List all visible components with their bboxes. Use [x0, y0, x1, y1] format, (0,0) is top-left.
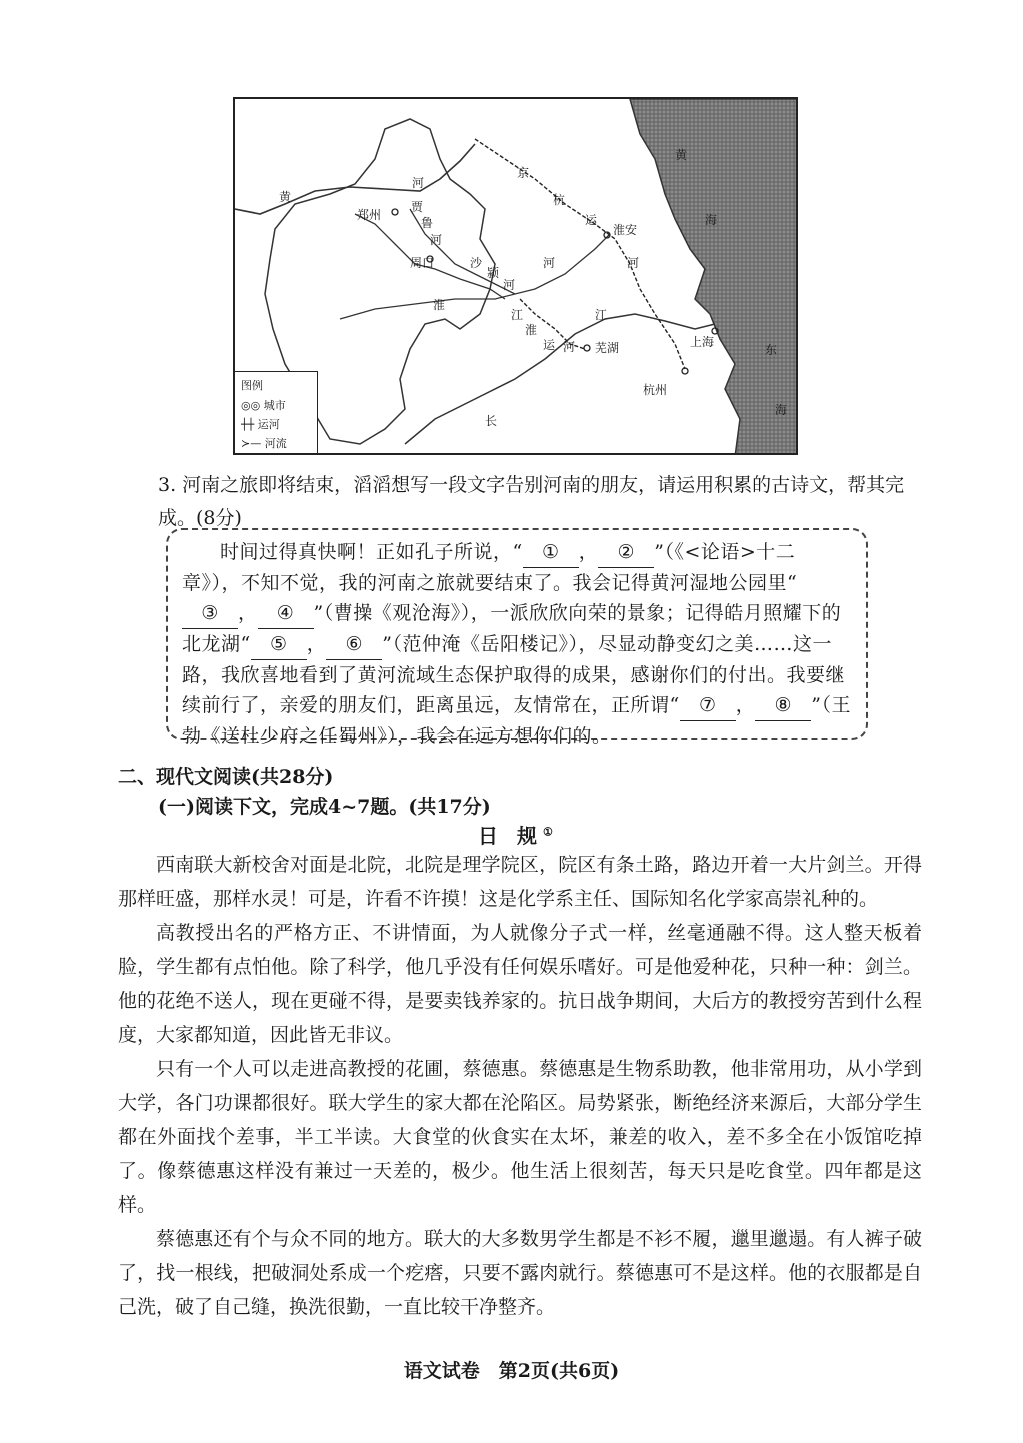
huai-river	[340, 234, 610, 322]
legend-city: ◎◎ 城市	[241, 399, 286, 412]
paragraph: 西南联大新校舍对面是北院，北院是理学院区，院区有条土路，路边开着一大片剑兰。开得那样旺盛，那样水灵！可是，许看不许摸！这是化学系主任、国际知名化学家高崇礼种的。	[118, 854, 922, 910]
blank-7[interactable]: ⑦	[680, 690, 736, 721]
article-body	[118, 848, 922, 1324]
sea-area	[630, 99, 798, 455]
map-label-sea: 东	[765, 343, 778, 357]
map-label: 河	[563, 340, 576, 354]
blank-5[interactable]: ⑤	[251, 629, 307, 660]
blank-8[interactable]: ⑧	[755, 690, 811, 721]
answer-box-text: 时间过得真快啊！正如孔子所说，“ ① ， ② ”（《<论语>十二章》），不知不觉，我的河南之旅就要结束了。我会记得黄河湿地公园里“③ ， ④ ”（曹操《观沧海》），一派欣欣向荣的景象；记得皓月照耀下的北龙湖“ ⑤ ， ⑥ ”（范仲淹《岳阳楼记》），尽显动静变幻之美……这一路，我欣喜地看到了黄河流域生态保护取得的成果，感谢你们的付出。我要继续前行了，亲爱的朋友们，距离虽远，友情常在，正所谓“ ⑦ ， ⑧ ”（王勃《送杜少府之任蜀州》），我会在远方想你们的。	[182, 537, 852, 751]
blank-4[interactable]: ④	[258, 598, 314, 629]
map-label: 河	[503, 278, 516, 292]
map-label: 河	[627, 256, 640, 270]
article-title: 日 规①	[478, 824, 553, 848]
legend-river: ≻— 河流	[241, 437, 287, 450]
blank-6[interactable]: ⑥	[326, 629, 382, 660]
map-label-zhengzhou: 郑州	[357, 208, 382, 222]
river-icon: ≻—	[241, 437, 265, 450]
map-label-huaian: 淮安	[613, 223, 638, 237]
map-label-hangzhou: 杭州	[643, 383, 668, 397]
map-label-sea: 黄	[675, 148, 688, 162]
map-label: 运	[585, 213, 598, 227]
map-label: 颍	[487, 266, 500, 280]
map-label: 贾	[411, 200, 424, 214]
blank-3[interactable]: ③	[182, 598, 238, 629]
map-label: 河	[430, 233, 443, 247]
map-label: 江	[511, 308, 524, 322]
section-heading: 二、现代文阅读(共28分)	[118, 766, 334, 788]
map-label: 黄	[279, 190, 292, 204]
map-label: 淮	[525, 323, 538, 337]
paragraph: 高教授出名的严格方正、不讲情面，为人就像分子式一样，丝毫通融不得。这人整天板着脸，学生都有点怕他。除了科学，他几乎没有任何娱乐嗜好。可是他爱种花，只种一种：剑兰。他的花绝不送人，现在更碰不得，是要卖钱养家的。抗日战争期间，大后方的教授穷苦到什么程度，大家都知道，因此皆无非议。	[118, 922, 922, 1046]
grand-canal	[475, 139, 688, 369]
map-label-zhoukou: 周口	[410, 256, 435, 270]
question-3: 3. 河南之旅即将结束，滔滔想写一段文字告别河南的朋友，请运用积累的古诗文，帮其完成。(8分)	[158, 474, 905, 529]
map-figure	[233, 97, 798, 455]
page-footer: 语文试卷 第2页(共6页)	[403, 1360, 620, 1382]
map-label: 长	[485, 414, 498, 428]
subsection-heading: (一)阅读下文，完成4~7题。(共17分)	[158, 796, 491, 818]
yangtze-river	[405, 314, 715, 444]
map-label: 江	[595, 308, 608, 322]
map-label: 鲁	[421, 216, 434, 230]
blank-1[interactable]: ①	[523, 537, 579, 568]
paragraph: 只有一个人可以走进高教授的花圃，蔡德惠。蔡德惠是生物系助教，他非常用功，从小学到大学，各门功课都很好。联大学生的家大都在沦陷区。局势紧张，断绝经济来源后，大部分学生都在外面找个差事，半工半读。大食堂的伙食实在太坏，兼差的收入，差不多全在小饭馆吃掉了。像蔡德惠这样没有兼过一天差的，极少。他生活上很刻苦，每天只是吃食堂。四年都是这样。	[118, 1058, 922, 1216]
map-label: 杭	[553, 193, 566, 207]
legend-canal: ┼┼ 运河	[241, 418, 280, 431]
legend-title: 图例	[241, 379, 263, 392]
map-label-sea: 海	[775, 403, 788, 417]
map-label: 淮	[433, 298, 446, 312]
city-icon: ◎◎	[241, 399, 264, 412]
canal-icon: ┼┼	[241, 418, 258, 431]
map-label: 河	[543, 256, 556, 270]
map-legend	[235, 371, 318, 455]
blank-2[interactable]: ②	[598, 537, 654, 568]
map-label-shanghai: 上海	[690, 335, 715, 349]
map-label: 河	[412, 176, 425, 190]
paragraph: 蔡德惠还有个与众不同的地方。联大的大多数男学生都是不衫不履，邋里邋遢。有人裤子破了，找一根线，把破洞处系成一个疙瘩，只要不露肉就行。蔡德惠可不是这样。他的衣服都是自己洗，破了自己缝，换洗很勤，一直比较干净整齐。	[118, 1228, 922, 1318]
map-drawing	[235, 99, 798, 455]
map-label: 运	[543, 338, 556, 352]
map-label: 京	[517, 166, 530, 180]
map-label-sea: 海	[705, 213, 718, 227]
map-label: 沙	[470, 256, 483, 270]
footnote-mark: ①	[542, 825, 553, 839]
map-label-wuhu: 芜湖	[595, 341, 620, 355]
